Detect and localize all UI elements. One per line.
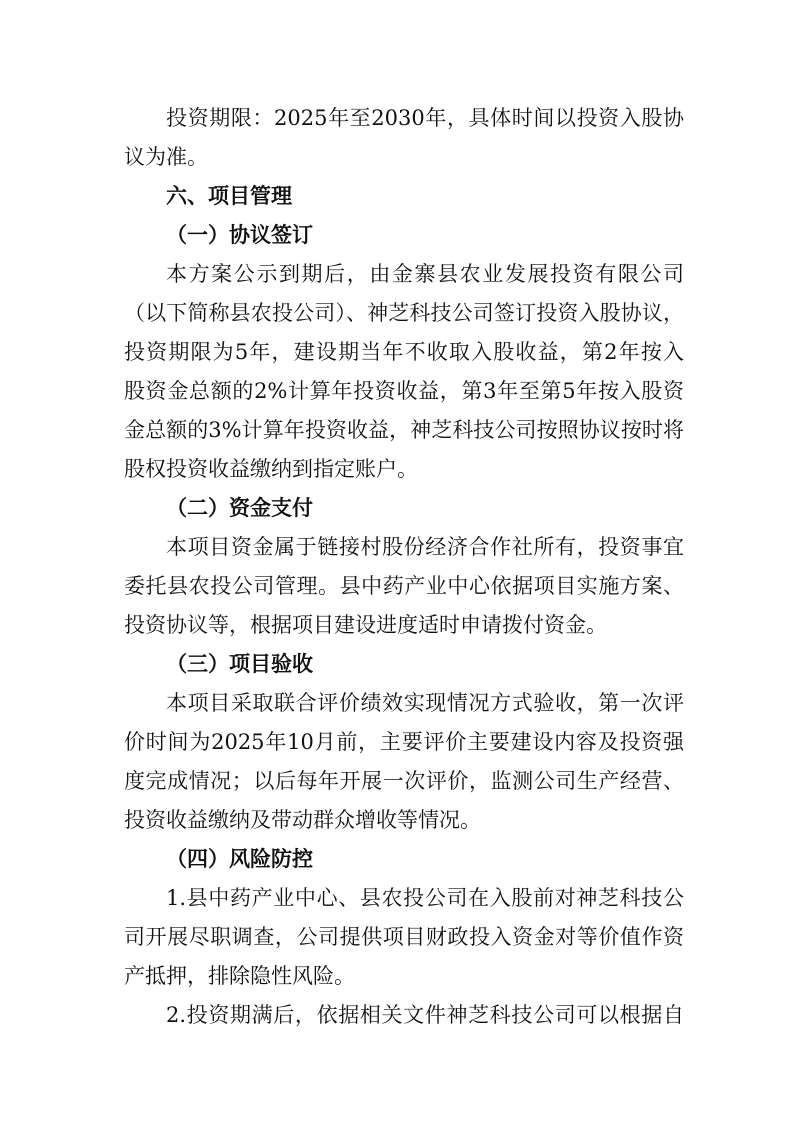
paragraph-line: 1.县中药产业中心、县农投公司在入股前对神芝科技公 bbox=[166, 886, 684, 910]
subsection-heading: （一）协议签订 bbox=[166, 223, 313, 247]
paragraph-line: 委托县农投公司管理。县中药产业中心依据项目实施方案、 bbox=[124, 574, 684, 598]
paragraph-line: 金总额的3%计算年投资收益，神芝科技公司按照协议按时将 bbox=[124, 418, 684, 442]
paragraph-line: 本项目采取联合评价绩效实现情况方式验收，第一次评 bbox=[166, 691, 684, 715]
paragraph-line: 股权投资收益缴纳到指定账户。 bbox=[124, 457, 418, 481]
subsection-heading: （四）风险防控 bbox=[166, 847, 313, 871]
paragraph-line: 2.投资期满后，依据相关文件神芝科技公司可以根据自 bbox=[166, 1003, 684, 1027]
paragraph-line: 价时间为2025年10月前，主要评价主要建设内容及投资强 bbox=[124, 730, 684, 754]
subsection-heading: （三）项目验收 bbox=[166, 652, 313, 676]
paragraph-line: 股资金总额的2%计算年投资收益，第3年至第5年按入股资 bbox=[124, 379, 684, 403]
paragraph-line: 投资期限：2025年至2030年，具体时间以投资入股协 bbox=[166, 106, 684, 130]
paragraph-line: 本项目资金属于链接村股份经济合作社所有，投资事宜 bbox=[166, 535, 684, 559]
paragraph-line: 投资协议等，根据项目建设进度适时申请拨付资金。 bbox=[124, 613, 607, 637]
paragraph-line: 议为准。 bbox=[124, 145, 208, 169]
paragraph-line: 投资收益缴纳及带动群众增收等情况。 bbox=[124, 808, 481, 832]
paragraph-line: 度完成情况；以后每年开展一次评价，监测公司生产经营、 bbox=[124, 769, 684, 793]
paragraph-line: 投资期限为5年，建设期当年不收取入股收益，第2年按入 bbox=[124, 340, 684, 364]
section-heading: 六、项目管理 bbox=[166, 184, 292, 208]
paragraph-line: 本方案公示到期后，由金寨县农业发展投资有限公司 bbox=[166, 262, 684, 286]
paragraph-line: 产抵押，排除隐性风险。 bbox=[124, 964, 355, 988]
paragraph-line: 司开展尽职调查，公司提供项目财政投入资金对等价值作资 bbox=[124, 925, 684, 949]
paragraph-line: （以下简称县农投公司）、神芝科技公司签订投资入股协议， bbox=[124, 301, 684, 325]
subsection-heading: （二）资金支付 bbox=[166, 496, 313, 520]
